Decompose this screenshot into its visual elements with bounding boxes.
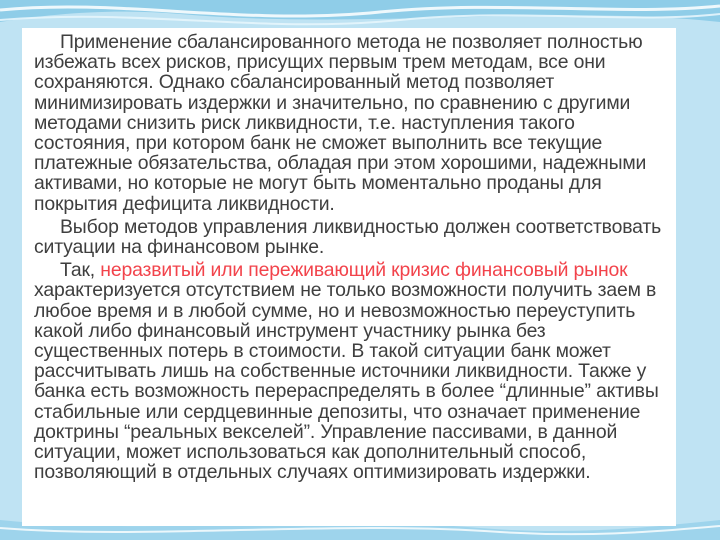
paragraph-balanced-method xyxy=(34,32,670,214)
paragraph-crisis-market xyxy=(34,260,670,482)
paragraph-lead: Так, xyxy=(60,259,101,282)
paragraph-text: Выбор методов управления ликвидностью должен соответствовать ситуации на финансовом рынке. xyxy=(34,215,662,259)
paragraph-text: характеризуется отсутствием не только возможности получить заем в любое время и в любой сумме, но и невозможностью переуступить какой либо финансовый инструмент участнику рынка без существенных потерь в стоимости. В такой ситуации банк может рассчитывать лишь на собственные источники ликвидности. Также у банка есть возможность перераспределять в более “длинные” активы стабильные или сердцевинные депозиты, что означает применение доктрины “реальных векселей”. Управление пассивами, в данной ситуации, может использоваться как дополнительный способ, позволяющий в отдельных случаях оптимизировать издержки. xyxy=(34,279,659,484)
highlighted-phrase: неразвитый или переживающий кризис финансовый рынок xyxy=(100,259,628,282)
paragraph-text: Применение сбалансированного метода не позволяет полностью избежать всех рисков, присущих первым трем методам, все они сохраняются. Однако сбалансированный метод позволяет минимизировать издержки и значительно, по сравнению с другими методами снизить риск ликвидности, т.е. наступления такого состояния, при котором банк не сможет выполнить все текущие платежные обязательства, обладая при этом хорошими, надежными активами, но которые не могут быть моментально проданы для покрытия дефицита ликвидности. xyxy=(34,31,647,215)
slide-content-panel xyxy=(22,28,676,526)
slide-text-block xyxy=(34,32,670,482)
paragraph-method-choice xyxy=(34,217,670,257)
